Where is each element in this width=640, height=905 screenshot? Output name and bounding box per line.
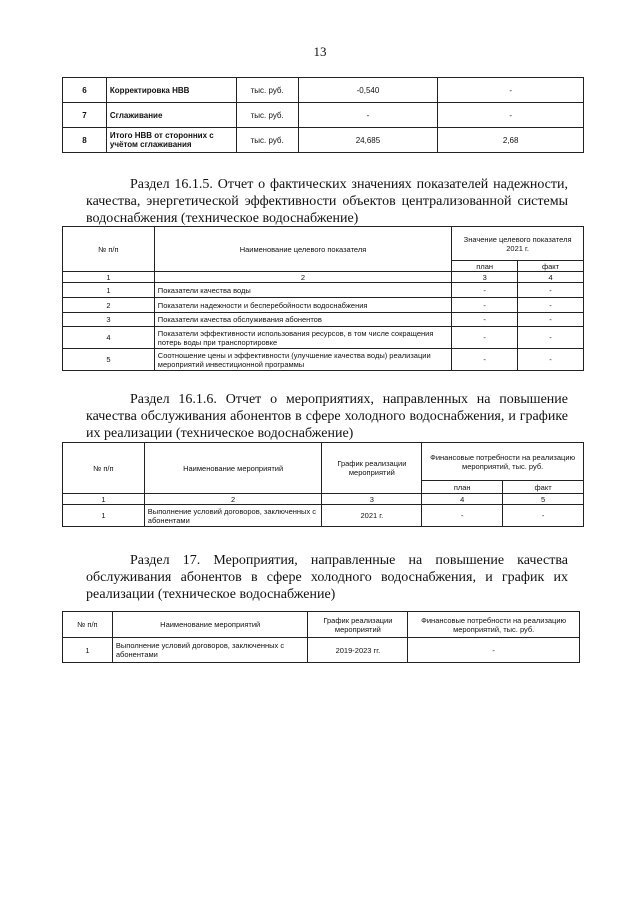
header-plan: план — [452, 261, 518, 272]
header-name: Наименование мероприятий — [144, 443, 322, 494]
index-cell: 4 — [422, 494, 503, 505]
row-plan: - — [422, 505, 503, 527]
table-row — [63, 103, 584, 128]
index-cell: 1 — [63, 494, 145, 505]
row-value-2: 2,68 — [438, 128, 584, 153]
row-name: Выполнение условий договоров, заключенных с абонентами — [112, 638, 308, 663]
row-number: 1 — [63, 283, 155, 298]
measures-table — [62, 442, 584, 527]
table-row — [63, 128, 584, 153]
row-plan: - — [452, 327, 518, 349]
row-plan: - — [452, 283, 518, 298]
header-num: № п/п — [63, 612, 113, 638]
header-name: Наименование целевого показателя — [154, 227, 451, 272]
row-fact: - — [518, 298, 584, 313]
nvv-table — [62, 77, 584, 153]
index-row — [63, 272, 584, 283]
index-cell: 2 — [144, 494, 322, 505]
index-cell: 1 — [63, 272, 155, 283]
header-fact: факт — [503, 481, 584, 494]
row-schedule: 2019-2023 гг. — [308, 638, 408, 663]
section-heading-17: Раздел 17. Мероприятия, направленные на повышение качества обслуживания абонентов в сфере холодного водоснабжения, и график их реализации (техническое водоснабжение) — [86, 553, 568, 602]
row-number: 4 — [63, 327, 155, 349]
index-cell: 5 — [503, 494, 584, 505]
row-name: Итого НВВ от сторонних с учётом сглаживания — [106, 128, 236, 153]
header-num: № п/п — [63, 227, 155, 272]
row-unit: тыс. руб. — [236, 78, 298, 103]
row-value-1: - — [298, 103, 438, 128]
row-name: Корректировка НВВ — [106, 78, 236, 103]
row-number: 1 — [63, 505, 145, 527]
header-finance: Финансовые потребности на реализацию мероприятий, тыс. руб. — [408, 612, 580, 638]
table-row — [63, 327, 584, 349]
row-fact: - — [503, 505, 584, 527]
index-cell: 3 — [322, 494, 422, 505]
row-fact: - — [518, 283, 584, 298]
section-heading-16-1-6: Раздел 16.1.6. Отчет о мероприятиях, направленных на повышение качества обслуживания абонентов в сфере холодного водоснабжения, и графике их реализации (техническое водоснабжение) — [86, 392, 568, 441]
row-plan: - — [452, 349, 518, 371]
header-finance: Финансовые потребности на реализацию мероприятий, тыс. руб. — [422, 443, 584, 481]
header-fact: факт — [518, 261, 584, 272]
row-schedule: 2021 г. — [322, 505, 422, 527]
header-schedule: График реализации мероприятий — [322, 443, 422, 494]
table-row — [63, 349, 584, 371]
row-name: Выполнение условий договоров, заключенных с абонентами — [144, 505, 322, 527]
row-number: 8 — [63, 128, 107, 153]
indicators-table — [62, 226, 584, 371]
row-fact: - — [518, 349, 584, 371]
row-plan: - — [452, 313, 518, 327]
table-row — [63, 78, 584, 103]
row-number: 2 — [63, 298, 155, 313]
table-row — [63, 638, 580, 663]
header-name: Наименование мероприятий — [112, 612, 308, 638]
row-number: 5 — [63, 349, 155, 371]
row-number: 6 — [63, 78, 107, 103]
row-name: Показатели эффективности использования ресурсов, в том числе сокращения потерь воды при транспортировке — [154, 327, 451, 349]
row-value-1: -0,540 — [298, 78, 438, 103]
index-cell: 4 — [518, 272, 584, 283]
row-value-2: - — [438, 103, 584, 128]
row-fact: - — [518, 313, 584, 327]
table-row — [63, 313, 584, 327]
row-number: 1 — [63, 638, 113, 663]
table-row — [63, 298, 584, 313]
row-unit: тыс. руб. — [236, 103, 298, 128]
page-number: 13 — [313, 44, 327, 59]
table-row — [63, 283, 584, 298]
header-plan: план — [422, 481, 503, 494]
row-name: Соотношение цены и эффективности (улучшение качества воды) реализации мероприятий инвестиционной программы — [154, 349, 451, 371]
row-value-1: 24,685 — [298, 128, 438, 153]
row-finance: - — [408, 638, 580, 663]
header-value: Значение целевого показателя 2021 г. — [452, 227, 584, 261]
measures-schedule-table — [62, 611, 580, 663]
row-unit: тыс. руб. — [236, 128, 298, 153]
row-name: Показатели качества обслуживания абонентов — [154, 313, 451, 327]
row-name: Показатели надежности и бесперебойности водоснабжения — [154, 298, 451, 313]
header-schedule: График реализации мероприятий — [308, 612, 408, 638]
row-value-2: - — [438, 78, 584, 103]
row-fact: - — [518, 327, 584, 349]
index-cell: 3 — [452, 272, 518, 283]
header-num: № п/п — [63, 443, 145, 494]
row-name: Сглаживание — [106, 103, 236, 128]
index-cell: 2 — [154, 272, 451, 283]
section-heading-16-1-5: Раздел 16.1.5. Отчет о фактических значениях показателей надежности, качества, энергетической эффективности объектов централизованной системы водоснабжения (техническое водоснабжение) — [86, 177, 568, 226]
row-plan: - — [452, 298, 518, 313]
table-row — [63, 505, 584, 527]
row-name: Показатели качества воды — [154, 283, 451, 298]
index-row — [63, 494, 584, 505]
row-number: 7 — [63, 103, 107, 128]
row-number: 3 — [63, 313, 155, 327]
